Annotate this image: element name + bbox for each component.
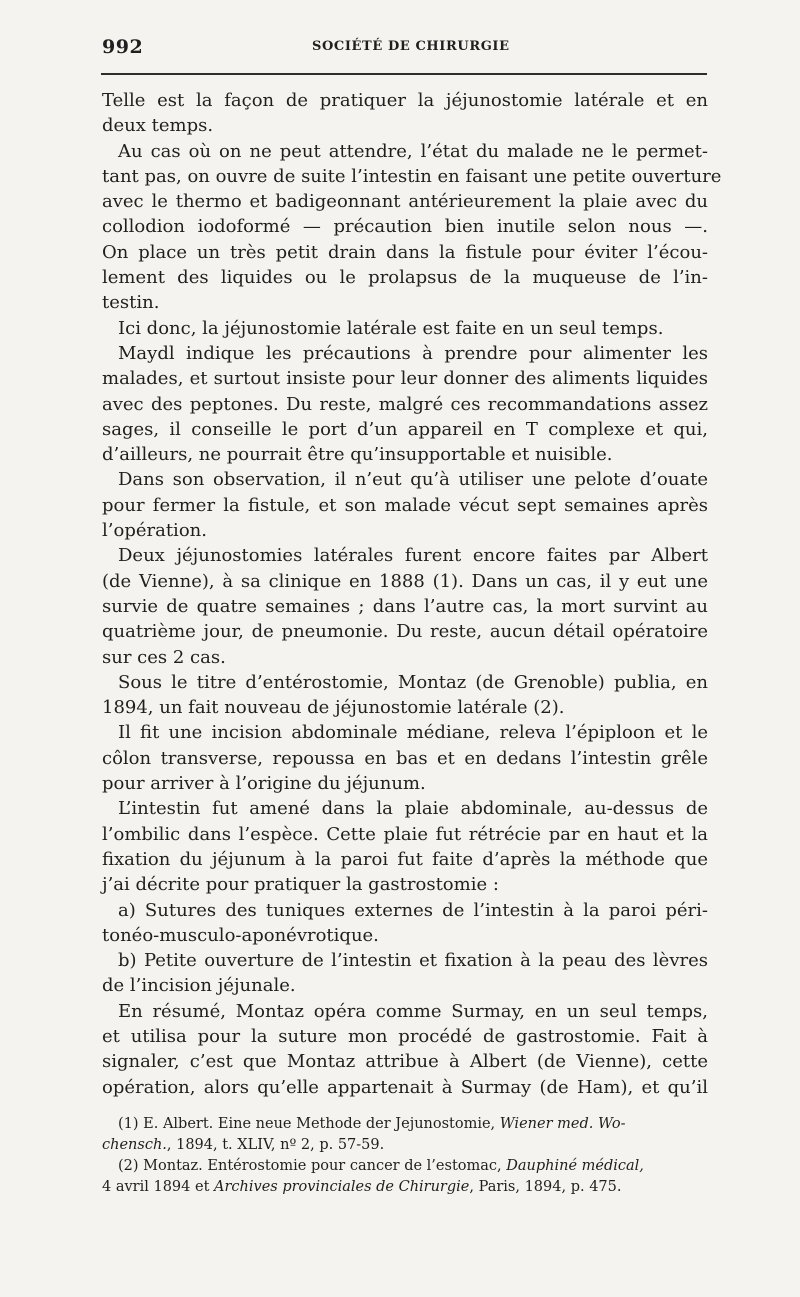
- body-line: pour arriver à l’origine du jéjunum.: [102, 773, 426, 795]
- footnote-text: , 1894, t. XLIV, nº 2, p. 57-59.: [166, 1137, 385, 1153]
- body-line: L’intestin fut amené dans la plaie abdominale, au-dessus de: [118, 798, 708, 820]
- footnote-line: [102, 1135, 708, 1156]
- body-line: tonéo-musculo-aponévrotique.: [102, 924, 379, 946]
- page-header: [102, 36, 706, 60]
- body-line: d’ailleurs, ne pourrait être qu’insupportable et nuisible.: [102, 444, 613, 466]
- body-line: opération, alors qu’elle appartenait à Surmay (de Ham), et qu’il: [102, 1076, 708, 1098]
- body-line: avec le thermo et badigeonnant antérieurement la plaie avec du: [102, 191, 708, 213]
- body-line: Ici donc, la jéjunostomie latérale est faite en un seul temps.: [118, 317, 664, 339]
- footnote-line: [102, 1177, 708, 1198]
- footnote-text: (2) Montaz. Entérostomie pour cancer de l’estomac,: [118, 1158, 507, 1174]
- body-line: l’ombilic dans l’espèce. Cette plaie fut rétrécie par en haut et la: [102, 823, 708, 845]
- body-line: l’opération.: [102, 520, 207, 542]
- footnote-italic: chensch.: [102, 1137, 167, 1153]
- body-line: Dans son observation, il n’eut qu’à utiliser une pelote d’ouate: [118, 469, 708, 491]
- body-line: collodion iodoformé — précaution bien inutile selon nous —.: [102, 216, 708, 238]
- body-line: j’ai décrite pour pratiquer la gastrostomie :: [102, 874, 499, 896]
- footnote-italic: Archives provinciales de Chirurgie: [214, 1179, 470, 1195]
- body-line: (de Vienne), à sa clinique en 1888 (1). Dans un cas, il y eut une: [102, 570, 708, 592]
- body-line: deux temps.: [102, 115, 214, 137]
- footnote-line: [102, 1114, 708, 1135]
- body-line: signaler, c’est que Montaz attribue à Albert (de Vienne), cette: [102, 1051, 708, 1073]
- footnote-italic: Wiener med. Wo-: [499, 1116, 626, 1132]
- footnote-italic: Dauphiné médical,: [506, 1158, 644, 1174]
- body-text: [102, 88, 722, 1100]
- body-line: tant pas, on ouvre de suite l’intestin en faisant une petite ouverture: [102, 165, 722, 187]
- body-line: de l’incision jéjunale.: [102, 975, 296, 997]
- body-line: pour fermer la fistule, et son malade vécut sept semaines après: [102, 494, 708, 516]
- page-number: 992: [102, 36, 144, 58]
- body-line: malades, et surtout insiste pour leur donner des aliments liquides: [102, 368, 708, 390]
- running-title: SOCIÉTÉ DE CHIRURGIE: [312, 39, 510, 54]
- footnotes: [102, 1114, 708, 1198]
- body-line: et utilisa pour la suture mon procédé de gastrostomie. Fait à: [102, 1025, 708, 1047]
- body-line: b) Petite ouverture de l’intestin et fixation à la peau des lèvres: [118, 950, 708, 972]
- footnote-text: 4 avril 1894 et: [102, 1179, 215, 1195]
- body-line: fixation du jéjunum à la paroi fut faite d’après la méthode que: [102, 848, 708, 870]
- body-line: 1894, un fait nouveau de jéjunostomie latérale (2).: [102, 697, 565, 719]
- body-line: sages, il conseille le port d’un appareil en T complexe et qui,: [102, 418, 708, 440]
- body-line: On place un très petit drain dans la fistule pour éviter l’écou-: [102, 241, 708, 263]
- body-line: En résumé, Montaz opéra comme Surmay, en un seul temps,: [118, 1000, 708, 1022]
- body-line: Au cas où on ne peut attendre, l’état du malade ne le permet-: [118, 140, 708, 162]
- body-line: survie de quatre semaines ; dans l’autre cas, la mort survint au: [102, 595, 708, 617]
- body-line: Sous le titre d’entérostomie, Montaz (de Grenoble) publia, en: [118, 671, 708, 693]
- footnote-line: [102, 1156, 708, 1177]
- body-line: côlon transverse, repoussa en bas et en dedans l’intestin grêle: [102, 747, 708, 769]
- body-line: Deux jéjunostomies latérales furent encore faites par Albert: [118, 545, 708, 567]
- body-line: Maydl indique les précautions à prendre pour alimenter les: [118, 342, 708, 364]
- footnote-text: (1) E. Albert. Eine neue Methode der Jejunostomie,: [118, 1116, 500, 1132]
- body-line: quatrième jour, de pneumonie. Du reste, aucun détail opératoire: [102, 621, 708, 643]
- footnote-text: , Paris, 1894, p. 475.: [469, 1179, 622, 1195]
- body-line: Telle est la façon de pratiquer la jéjunostomie latérale et en: [102, 90, 708, 111]
- body-line: testin.: [102, 292, 160, 314]
- body-line: lement des liquides ou le prolapsus de la muqueuse de l’in-: [102, 267, 708, 289]
- body-line: a) Sutures des tuniques externes de l’intestin à la paroi péri-: [118, 899, 708, 921]
- header-rule: [101, 73, 707, 75]
- body-line: avec des peptones. Du reste, malgré ces recommandations assez: [102, 393, 708, 415]
- body-line: Il fit une incision abdominale médiane, releva l’épiploon et le: [118, 722, 708, 744]
- body-line: sur ces 2 cas.: [102, 646, 226, 668]
